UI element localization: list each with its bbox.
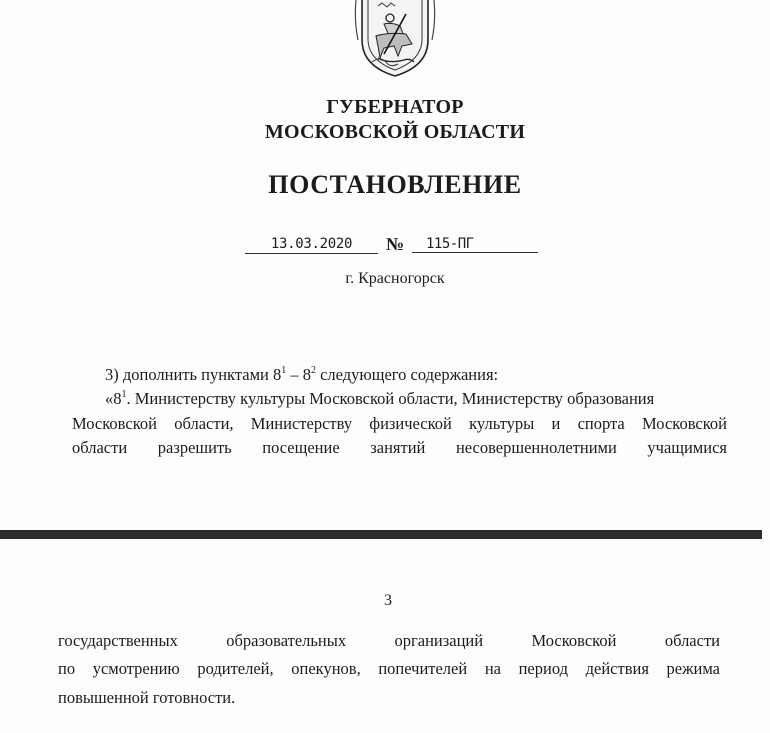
para1-sup-1: 1 xyxy=(281,364,287,376)
paragraph-item-3 xyxy=(105,362,498,388)
para2-sup: 1 xyxy=(121,388,127,400)
governor-title: ГУБЕРНАТОР xyxy=(326,96,464,118)
decree-number: 115-ПГ xyxy=(412,233,538,253)
para1-text-c: следующего содержания: xyxy=(315,365,499,384)
paragraph-8-1-line1 xyxy=(105,386,654,412)
para1-text-b: – 8 xyxy=(286,365,311,384)
para2-text-b: . Министерству культуры Московской области, Министерству образования xyxy=(126,389,655,408)
para1-sup-2: 2 xyxy=(310,364,316,376)
para1-text-a: 3) дополнить пунктами 8 xyxy=(105,365,282,384)
page-divider xyxy=(0,530,762,539)
decree-date: 13.03.2020 xyxy=(245,233,378,254)
page2-line3: повышенной готовности. xyxy=(58,688,236,707)
coat-of-arms-icon xyxy=(354,0,436,78)
document-type-title: ПОСТАНОВЛЕНИЕ xyxy=(268,170,522,199)
date-number-line xyxy=(0,233,770,255)
page2-line1: государственных образовательных организаций Московской области xyxy=(58,631,720,650)
paragraph-8-1-line2: Московской области, Министерству физической культуры и спорта Московской xyxy=(72,414,727,433)
para2-text-a: «8 xyxy=(105,389,122,408)
number-sign: № xyxy=(386,234,405,254)
page2-line2: по усмотрению родителей, опекунов, попечителей на период действия режима xyxy=(58,659,720,678)
page-number: 3 xyxy=(384,592,392,609)
issue-city: г. Красногорск xyxy=(345,270,445,287)
region-title: МОСКОВСКОЙ ОБЛАСТИ xyxy=(264,121,526,143)
paragraph-8-1-line3: области разрешить посещение занятий несовершеннолетними учащимися xyxy=(72,438,727,457)
